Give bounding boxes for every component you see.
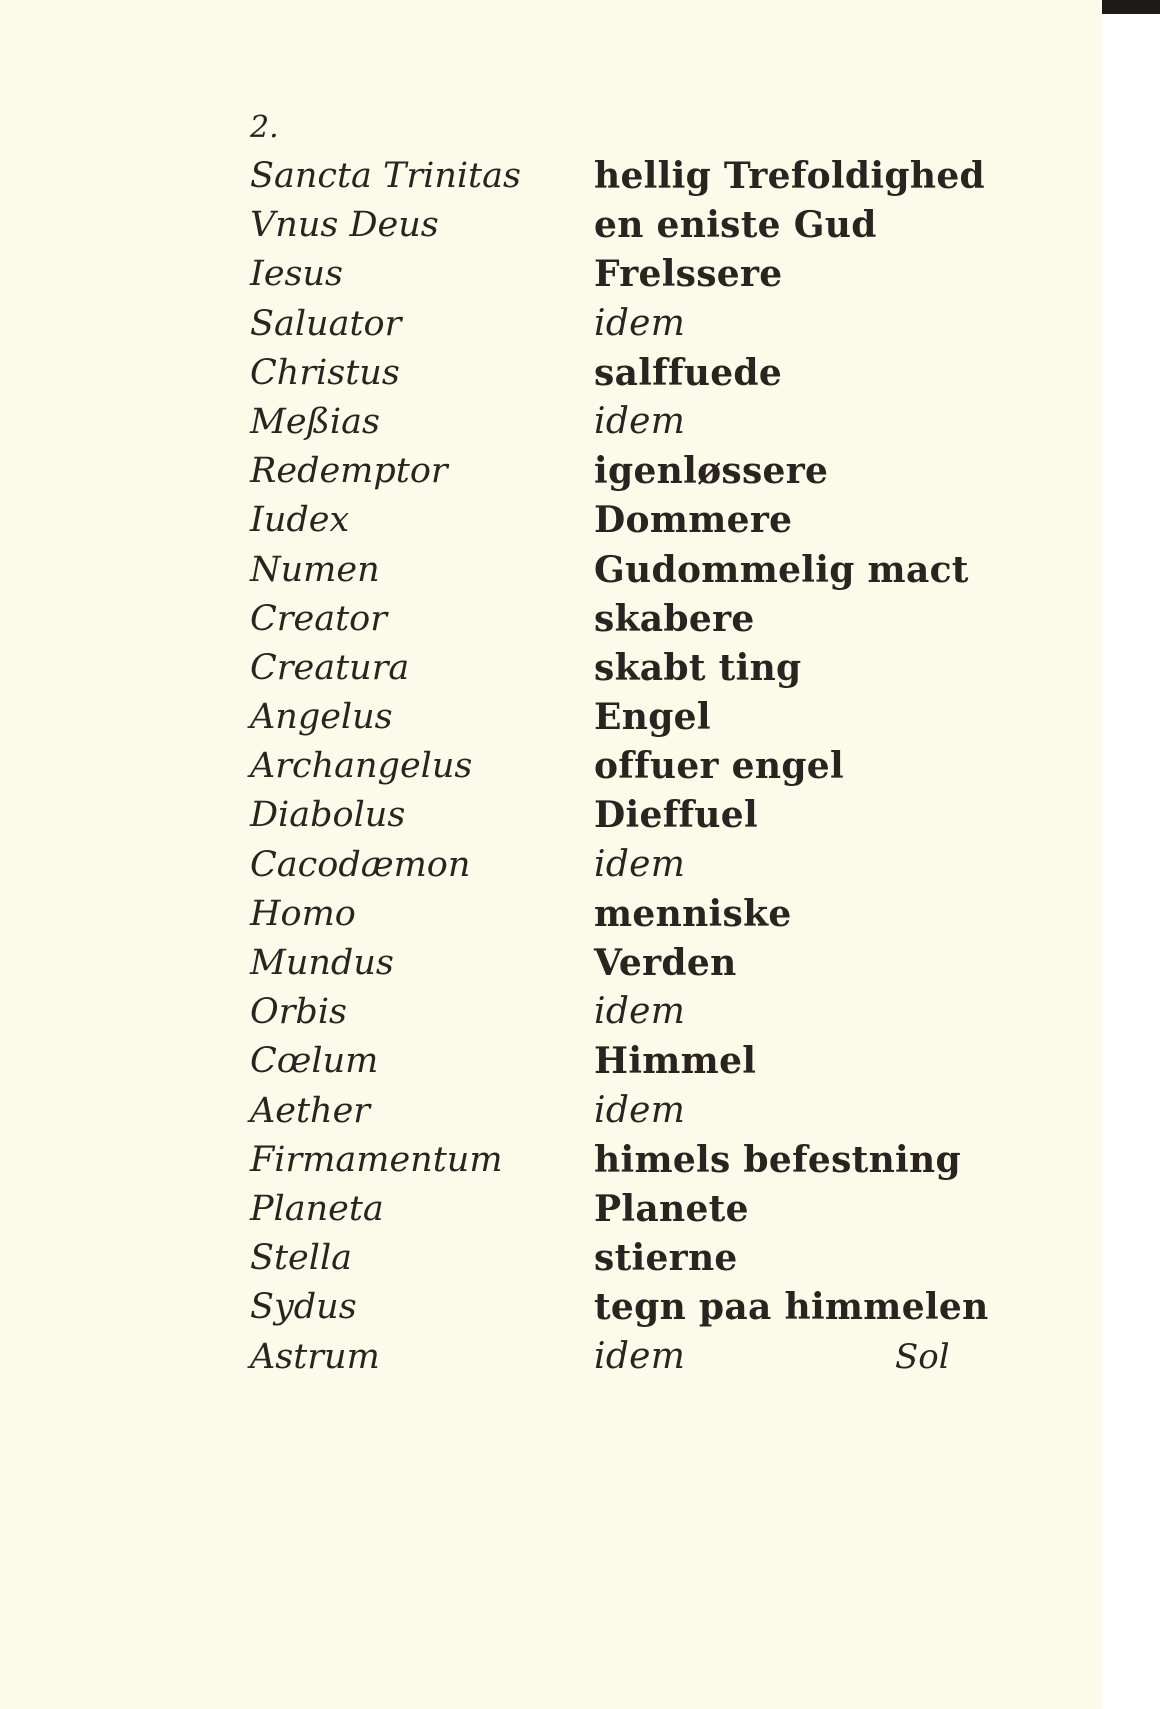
latin-term: Angelus <box>250 697 393 738</box>
latin-term: Firmamentum <box>250 1139 503 1180</box>
latin-term: Numen <box>250 549 380 590</box>
latin-term: Vnus Deus <box>250 205 439 246</box>
glossary-row <box>0 598 1102 647</box>
latin-term: Mundus <box>250 943 394 983</box>
danish-term: offuer engel <box>594 745 844 788</box>
latin-term: Creator <box>250 598 387 639</box>
latin-term: Sydus <box>250 1287 357 1328</box>
danish-term: Frelssere <box>594 253 783 296</box>
glossary-list <box>0 155 1102 1385</box>
glossary-row <box>0 1237 1102 1286</box>
latin-term: Planeta <box>250 1188 384 1229</box>
danish-term: himels befestning <box>594 1138 961 1181</box>
glossary-row <box>0 1040 1102 1089</box>
glossary-row <box>0 253 1102 302</box>
latin-term: Iesus <box>250 254 344 295</box>
danish-term: skabt ting <box>594 646 802 689</box>
danish-term: hellig Trefoldighed <box>594 155 985 197</box>
danish-term: Verden <box>594 942 737 984</box>
scan-edge-bar <box>1102 0 1160 14</box>
latin-term: Stella <box>250 1238 353 1279</box>
latin-term: Cacodæmon <box>250 844 471 885</box>
glossary-row <box>0 1139 1102 1188</box>
glossary-row <box>0 696 1102 745</box>
glossary-row <box>0 303 1102 352</box>
latin-term: Aether <box>250 1090 371 1131</box>
glossary-row <box>0 155 1102 204</box>
glossary-row <box>0 1286 1102 1335</box>
glossary-row <box>0 352 1102 401</box>
glossary-row <box>0 844 1102 893</box>
danish-term: Gudommelig mact <box>594 548 969 591</box>
glossary-row <box>0 1090 1102 1139</box>
scan-margin <box>1102 0 1160 1709</box>
catchword: Sol <box>895 1336 950 1377</box>
danish-term: igenløssere <box>594 450 829 493</box>
danish-term: en eniste Gud <box>594 204 877 247</box>
danish-term: tegn paa himmelen <box>594 1286 989 1329</box>
danish-term: salffuede <box>594 351 783 394</box>
glossary-row <box>0 942 1102 991</box>
glossary-row <box>0 794 1102 843</box>
latin-term: Archangelus <box>250 746 473 787</box>
glossary-row <box>0 893 1102 942</box>
danish-term: Planete <box>594 1187 749 1230</box>
latin-term: Diabolus <box>250 795 406 836</box>
glossary-row <box>0 1188 1102 1237</box>
danish-term: Dommere <box>594 499 793 542</box>
latin-term: Redemptor <box>250 451 448 492</box>
danish-term: idem <box>594 400 686 442</box>
latin-term: Astrum <box>250 1336 380 1377</box>
danish-term: idem <box>594 1335 686 1377</box>
danish-term: stierne <box>594 1237 738 1280</box>
danish-term: menniske <box>594 892 792 935</box>
latin-term: Sancta Trinitas <box>250 156 521 196</box>
latin-term: Homo <box>250 893 356 934</box>
glossary-row <box>0 745 1102 794</box>
page-number: 2. <box>250 110 279 145</box>
glossary-row <box>0 401 1102 450</box>
danish-term: skabere <box>594 597 755 640</box>
danish-term: Himmel <box>594 1040 757 1083</box>
latin-term: Saluator <box>250 303 402 344</box>
latin-term: Orbis <box>250 992 347 1033</box>
danish-term: Engel <box>594 696 711 739</box>
danish-term: idem <box>594 991 686 1033</box>
glossary-row <box>0 499 1102 548</box>
glossary-row <box>0 450 1102 499</box>
latin-term: Meßias <box>250 401 380 442</box>
glossary-row <box>0 647 1102 696</box>
danish-term: idem <box>594 843 686 885</box>
latin-term: Cœlum <box>250 1041 379 1082</box>
glossary-row <box>0 549 1102 598</box>
latin-term: Creatura <box>250 647 410 688</box>
danish-term: Dieffuel <box>594 794 758 837</box>
danish-term: idem <box>594 302 686 344</box>
latin-term: Iudex <box>250 500 350 541</box>
latin-term: Christus <box>250 352 400 393</box>
glossary-row <box>0 1336 1102 1385</box>
danish-term: idem <box>594 1089 686 1131</box>
glossary-row <box>0 204 1102 253</box>
glossary-row <box>0 991 1102 1040</box>
